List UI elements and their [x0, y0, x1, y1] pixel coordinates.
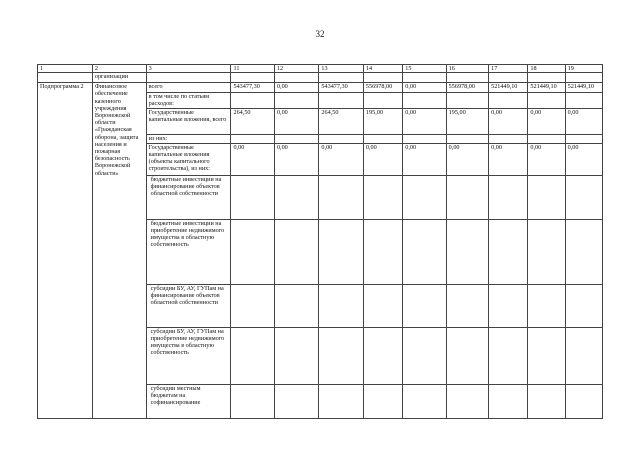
org-label: организации — [92, 73, 146, 83]
budget-table — [37, 64, 603, 419]
value-cell: 0,00 — [274, 83, 318, 93]
value-cell: 0,00 — [528, 108, 565, 134]
col-num-2: 2 — [92, 65, 146, 73]
page-number: 32 — [315, 29, 325, 39]
value-cell: 264,50 — [319, 108, 363, 134]
value-cell: 195,00 — [363, 108, 402, 134]
value-cell: 0,00 — [274, 108, 318, 134]
value-cell: 0,00 — [403, 143, 446, 175]
row-label: Государственные капитальные вложения (объекты капитального строительства), из них: — [146, 143, 231, 175]
value-cell: 0,00 — [274, 143, 318, 175]
value-cell: 556978,00 — [363, 83, 402, 93]
value-cell: 0,00 — [403, 108, 446, 134]
value-cell: 0,00 — [565, 108, 602, 134]
value-cell: 0,00 — [565, 143, 602, 175]
subprogram-cell: Подпрограмма 2 — [38, 83, 93, 418]
col-num-19: 19 — [565, 65, 602, 73]
row-label: в том числе по статьям расходов: — [146, 93, 231, 108]
row-label: субсидии БУ, АУ, ГУПам на финансирование объектов областной собственности — [146, 284, 231, 327]
col-num-16: 16 — [446, 65, 488, 73]
value-cell: 0,00 — [528, 143, 565, 175]
col-num-12: 12 — [274, 65, 318, 73]
value-cell: 556978,00 — [446, 83, 488, 93]
value-cell: 195,00 — [446, 108, 488, 134]
value-cell: 0,00 — [489, 143, 528, 175]
value-cell: 521449,10 — [565, 83, 602, 93]
col-num-17: 17 — [489, 65, 528, 73]
value-cell: 521449,10 — [528, 83, 565, 93]
row-label: Государственные капитальные вложения, всего — [146, 108, 231, 134]
value-cell: 0,00 — [319, 143, 363, 175]
col-num-13: 13 — [319, 65, 363, 73]
value-cell: 543477,30 — [319, 83, 363, 93]
col-num-14: 14 — [363, 65, 402, 73]
value-cell: 0,00 — [363, 143, 402, 175]
value-cell: 0,00 — [231, 143, 274, 175]
column-number-row — [38, 65, 603, 73]
value-cell: 0,00 — [446, 143, 488, 175]
row-label: субсидии местным бюджетам на софинансирование — [146, 384, 231, 418]
col-num-15: 15 — [403, 65, 446, 73]
value-cell: 264,50 — [231, 108, 274, 134]
table-row — [38, 73, 603, 83]
col-num-3: 3 — [146, 65, 231, 73]
executor-cell: Финансовое обеспечение казенного учреждения Воронежской области «Гражданская оборона, защита населения и пожарная безопасность Воронежской области» — [92, 83, 146, 418]
row-label: бюджетные инвестиции на финансирование объектов областной собственности — [146, 175, 231, 219]
row-label: всего — [146, 83, 231, 93]
value-cell: 521449,10 — [489, 83, 528, 93]
value-cell: 0,00 — [403, 83, 446, 93]
col-num-18: 18 — [528, 65, 565, 73]
row-label: бюджетные инвестиции на приобретение недвижимого имущества в областную собственность — [146, 219, 231, 284]
col-num-1: 1 — [38, 65, 93, 73]
table-row-total — [38, 83, 603, 93]
row-label: субсидии БУ, АУ, ГУПам на приобретение недвижимого имущества в областную собственность — [146, 327, 231, 384]
row-label: из них: — [146, 134, 231, 143]
col-num-11: 11 — [231, 65, 274, 73]
value-cell: 543477,30 — [231, 83, 274, 93]
value-cell: 0,00 — [489, 108, 528, 134]
